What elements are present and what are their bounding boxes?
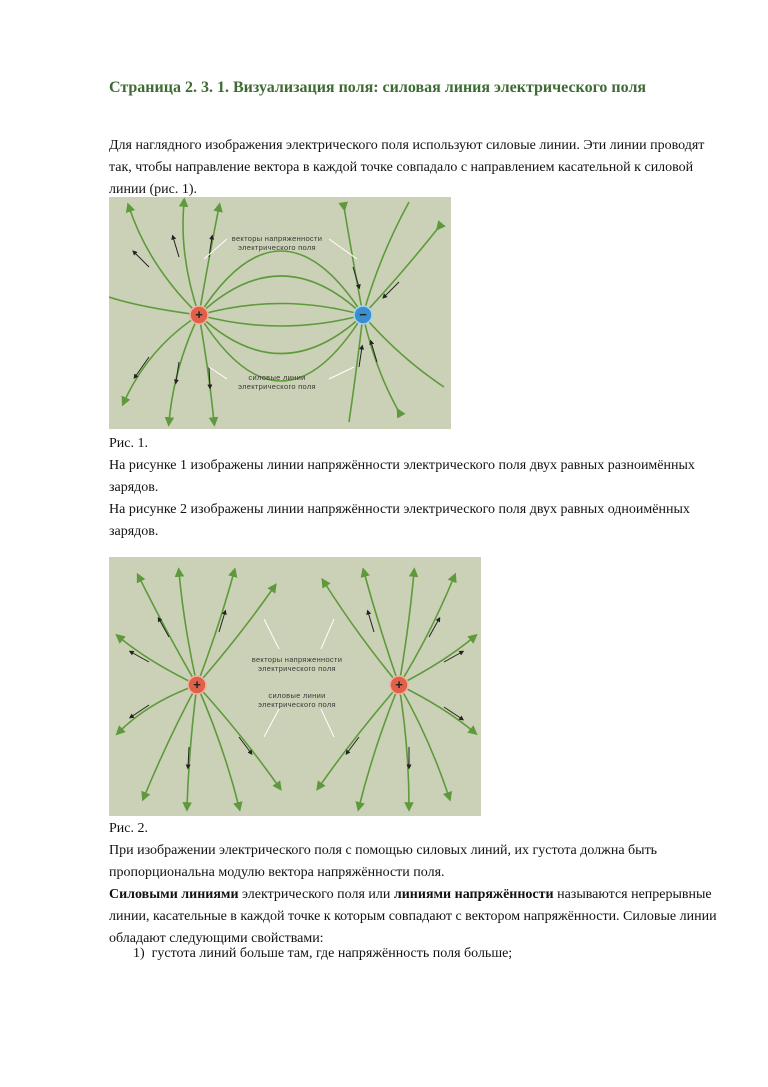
fig1-label-lines-2: электрического поля bbox=[238, 382, 316, 391]
figure-2-diagram bbox=[109, 557, 481, 816]
fig1-label-lines-1: силовые линии bbox=[248, 373, 306, 382]
svg-text:+: + bbox=[195, 307, 203, 322]
fig2-label-vectors-1: векторы напряженности bbox=[251, 655, 343, 664]
figure-2 bbox=[109, 557, 481, 816]
fig1-label-vectors-1: векторы напряженности bbox=[231, 234, 323, 243]
definition-paragraph: Силовыми линиями электрического поля или линиями напряжённости называются непрерывные линии, касательные в каждой точке к которым совпадают с вектором напряжённости. Силовые линии обладают следующими свойствами: bbox=[109, 887, 717, 946]
property-list bbox=[133, 943, 723, 965]
def-bold-2: линиями напряжённости bbox=[393, 887, 554, 902]
svg-text:+: + bbox=[193, 677, 201, 692]
figure-1-diagram bbox=[109, 197, 451, 429]
intro-paragraph: Для наглядного изображения электрического поля используют силовые линии. Эти линии проводят так, чтобы направление вектора в каждой точке совпадало с направлением касательной к силовой линии (рис. 1). bbox=[109, 138, 705, 197]
field-vectors-2 bbox=[131, 612, 462, 767]
page-title: Страница 2. 3. 1. Визуализация поля: силовая линия электрического поля bbox=[109, 79, 647, 96]
svg-text:+: + bbox=[395, 677, 403, 692]
paragraph-2: На рисунке 2 изображены линии напряжённости электрического поля двух равных одноимённых зарядов. bbox=[109, 502, 690, 539]
fig2-label-lines-1: силовые линии bbox=[268, 691, 326, 700]
list-item: 1) густота линий больше там, где напряжённость поля больше; bbox=[133, 946, 513, 961]
field-lines-2 bbox=[119, 572, 474, 807]
figure-1 bbox=[109, 197, 451, 429]
paragraph-3: При изображении электрического поля с помощью силовых линий, их густота должна быть пропорциональна модулю вектора напряжённости поля. bbox=[109, 843, 658, 880]
fig2-label-vectors-2: электрического поля bbox=[258, 664, 336, 673]
figure-1-caption: Рис. 1. bbox=[109, 436, 148, 451]
paragraph-1: На рисунке 1 изображены линии напряжённости электрического поля двух равных разноимённых зарядов. bbox=[109, 458, 695, 495]
figure-2-caption: Рис. 2. bbox=[109, 821, 148, 836]
def-bold-1: Силовыми линиями bbox=[109, 887, 239, 902]
fig2-label-lines-2: электрического поля bbox=[258, 700, 336, 709]
fig1-label-vectors-2: электрического поля bbox=[238, 243, 316, 252]
svg-text:−: − bbox=[359, 307, 367, 322]
